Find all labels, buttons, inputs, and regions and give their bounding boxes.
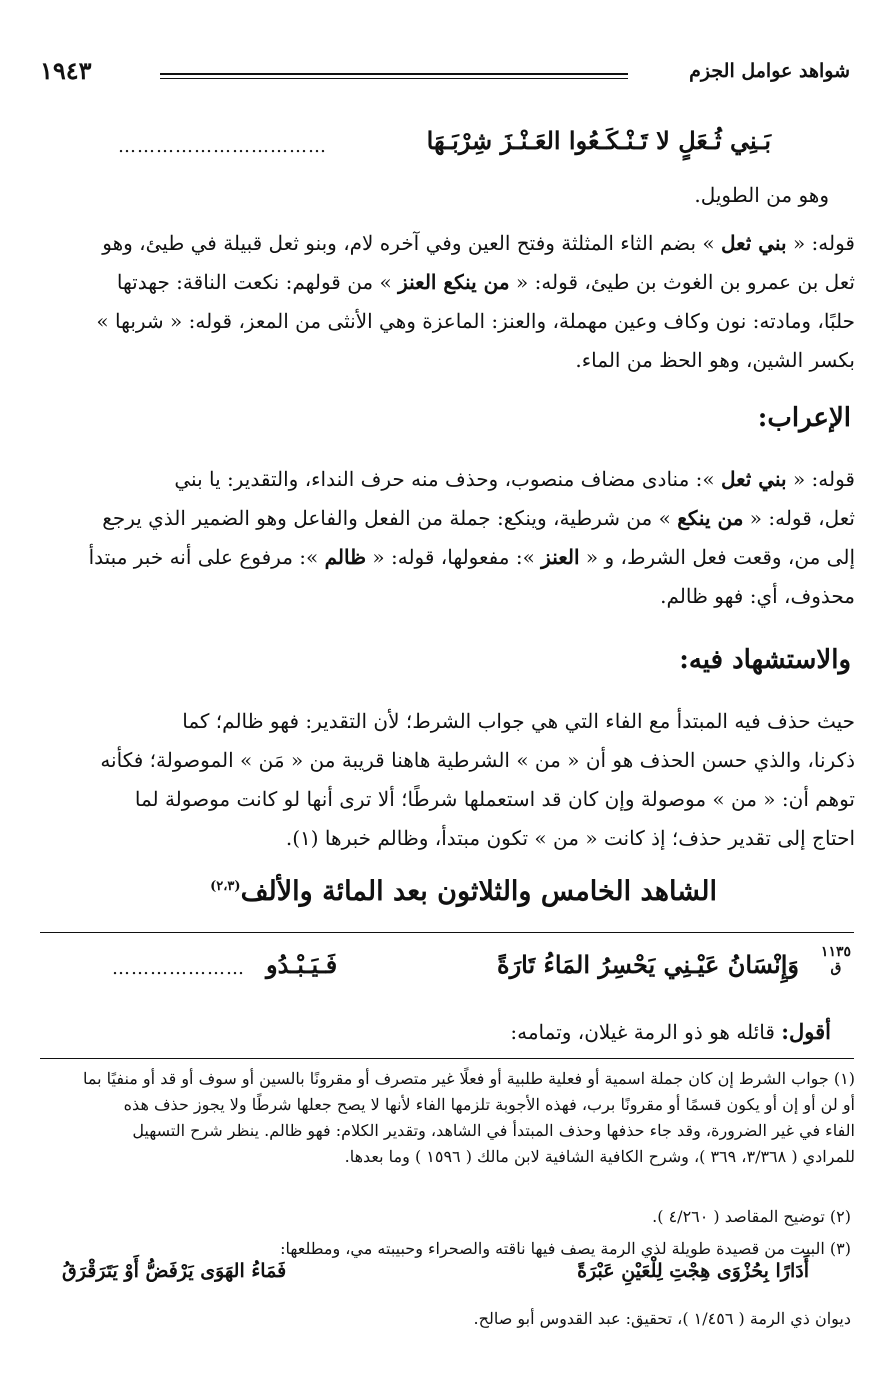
running-head-rule — [160, 73, 628, 79]
verse-first-hemistich: وَإِنْسَانُ عَيْـنِي يَحْسِرُ المَاءُ تَارَةً — [497, 950, 799, 979]
footnote-line: أو لن أو إن أو يكون قسمًا أو مقرونًا برب، فهذه الأجوبة تلزمها الفاء لأنها لا يصح جعلها شرطًا ولا يجوز حذف هذه — [123, 1095, 855, 1114]
para-line: بكسر الشين، وهو الحظ من الماء. — [575, 348, 855, 372]
heading-irab: الإعراب: — [757, 403, 851, 433]
para-line: توهم أن: « من » موصولة وإن كان قد استعملها شرطًا؛ ألا ترى أنها لو كانت موصولة لما — [134, 787, 855, 811]
verse-dots: ………………… — [112, 958, 245, 979]
page-number: ١٩٤٣ — [40, 56, 92, 85]
chapter-footnote-ref: (٢،٣) — [210, 879, 241, 894]
verse-hemistich: بَـنِي ثُـعَلٍ لا تَـنْـكَـعُوا العَـنْـزَ شِرْبَـهَا — [426, 126, 771, 155]
footnote-2: (٢) توضيح المقاصد ( ٤/٢٦٠ ). — [652, 1207, 851, 1226]
footnote-3-source: ديوان ذي الرمة ( ١/٤٥٦ )، تحقيق: عبد القدوس أبو صالح. — [473, 1309, 851, 1328]
footnote-separator — [40, 1058, 854, 1059]
divider-rule — [40, 932, 854, 933]
footnote-line: للمرادي ( ٣/٣٦٨، ٣٦٩ )، وشرح الكافية الشافية لابن مالك ( ١٥٩٦ ) وما بعدها. — [344, 1147, 855, 1166]
footnote-line: الفاء في غير الضرورة، وقد جاء حذفها وحذف المبتدأ في الشاهد، وتقدير الكلام: فهو ظالم. ينظر شرح التسهيل — [132, 1121, 855, 1140]
para-line: قوله: « بني ثعل »: منادى مضاف منصوب، وحذف منه حرف النداء، والتقدير: يا بني — [174, 467, 855, 491]
para-line: ذكرنا، والذي حسن الحذف هو أن « من » الشرطية هاهنا قريبة من « مَن » الموصولة؛ فكأنه — [100, 748, 855, 772]
para-line: حيث حذف فيه المبتدأ مع الفاء التي هي جواب الشرط؛ لأن التقدير: فهو ظالم؛ كما — [182, 709, 855, 733]
footnote-line: (١) جواب الشرط إن كان جملة اسمية أو فعلية طلبية أو فعلًا غير متصرف أو مقرونًا بالسين أو سوف أو قد أو منفيًا بما — [82, 1069, 855, 1088]
footnote-verse-first: أَدَارًا بِحُزْوَى هِجْتِ لِلْعَيْنِ عَبْرَةً — [577, 1260, 809, 1282]
running-head — [40, 56, 850, 90]
para-line: حلبًا، ومادته: نون وكاف وعين مهملة، والعنز: الماعزة وهي الأنثى من المعز، قوله: « شربها » — [96, 309, 855, 333]
running-head-title: شواهد عوامل الجزم — [689, 60, 850, 82]
paragraph-istishhad — [40, 702, 855, 858]
para-line: إلى من، وقعت فعل الشرط، و « العنز »: مفعولها، قوله: « ظالم »: مرفوع على أنه خبر مبتدأ — [88, 545, 855, 569]
para-line: احتاج إلى تقدير حذف؛ إذ كانت « من » تكون مبتدأ، وظالم خبرها (١). — [285, 826, 855, 850]
footnote-3: (٣) البيت من قصيدة طويلة لذي الرمة يصف فيها ناقته والصحراء وحبيبته مي، ومطلعها: — [280, 1239, 851, 1258]
para-line: ثعل، قوله: « من ينكع » من شرطية، وينكع: جملة من الفعل والفاعل وهو الضمير الذي يرجع — [102, 506, 855, 530]
para-line: محذوف، أي: فهو ظالم. — [660, 584, 855, 608]
chapter-title: الشاهد الخامس والثلاثون بعد المائة والألف$^{(٢،٣)}$ — [210, 876, 717, 907]
para-line: قوله: « بني ثعل » بضم الثاء المثلثة وفتح العين وفي آخره لام، وبنو ثعل قبيلة في طيئ، وهو — [102, 231, 855, 255]
meter-line: وهو من الطويل. — [694, 183, 829, 207]
footnote-1 — [40, 1066, 855, 1170]
verse-number: ١١٣٥ ق — [820, 944, 851, 976]
aqulu-line: أقول: قائله هو ذو الرمة غيلان، وتمامه: — [510, 1019, 831, 1044]
para-line: ثعل بن عمرو بن الغوث بن طيئ، قوله: « من ينكع العنز » من قولهم: نكعت الناقة: جهدتها — [116, 270, 855, 294]
paragraph-irab — [40, 460, 855, 616]
verse-dots: …………………………… — [118, 136, 327, 157]
paragraph-explanation — [40, 224, 855, 380]
heading-istishhad: والاستشهاد فيه: — [679, 645, 851, 675]
footnote-verse-second: فَمَاءُ الهَوَى يَرْفَضُّ أَوْ يَتَرَقْرَقُ — [62, 1260, 287, 1282]
verse-second-hemistich: فَـيَـبْـدُو — [266, 950, 338, 979]
